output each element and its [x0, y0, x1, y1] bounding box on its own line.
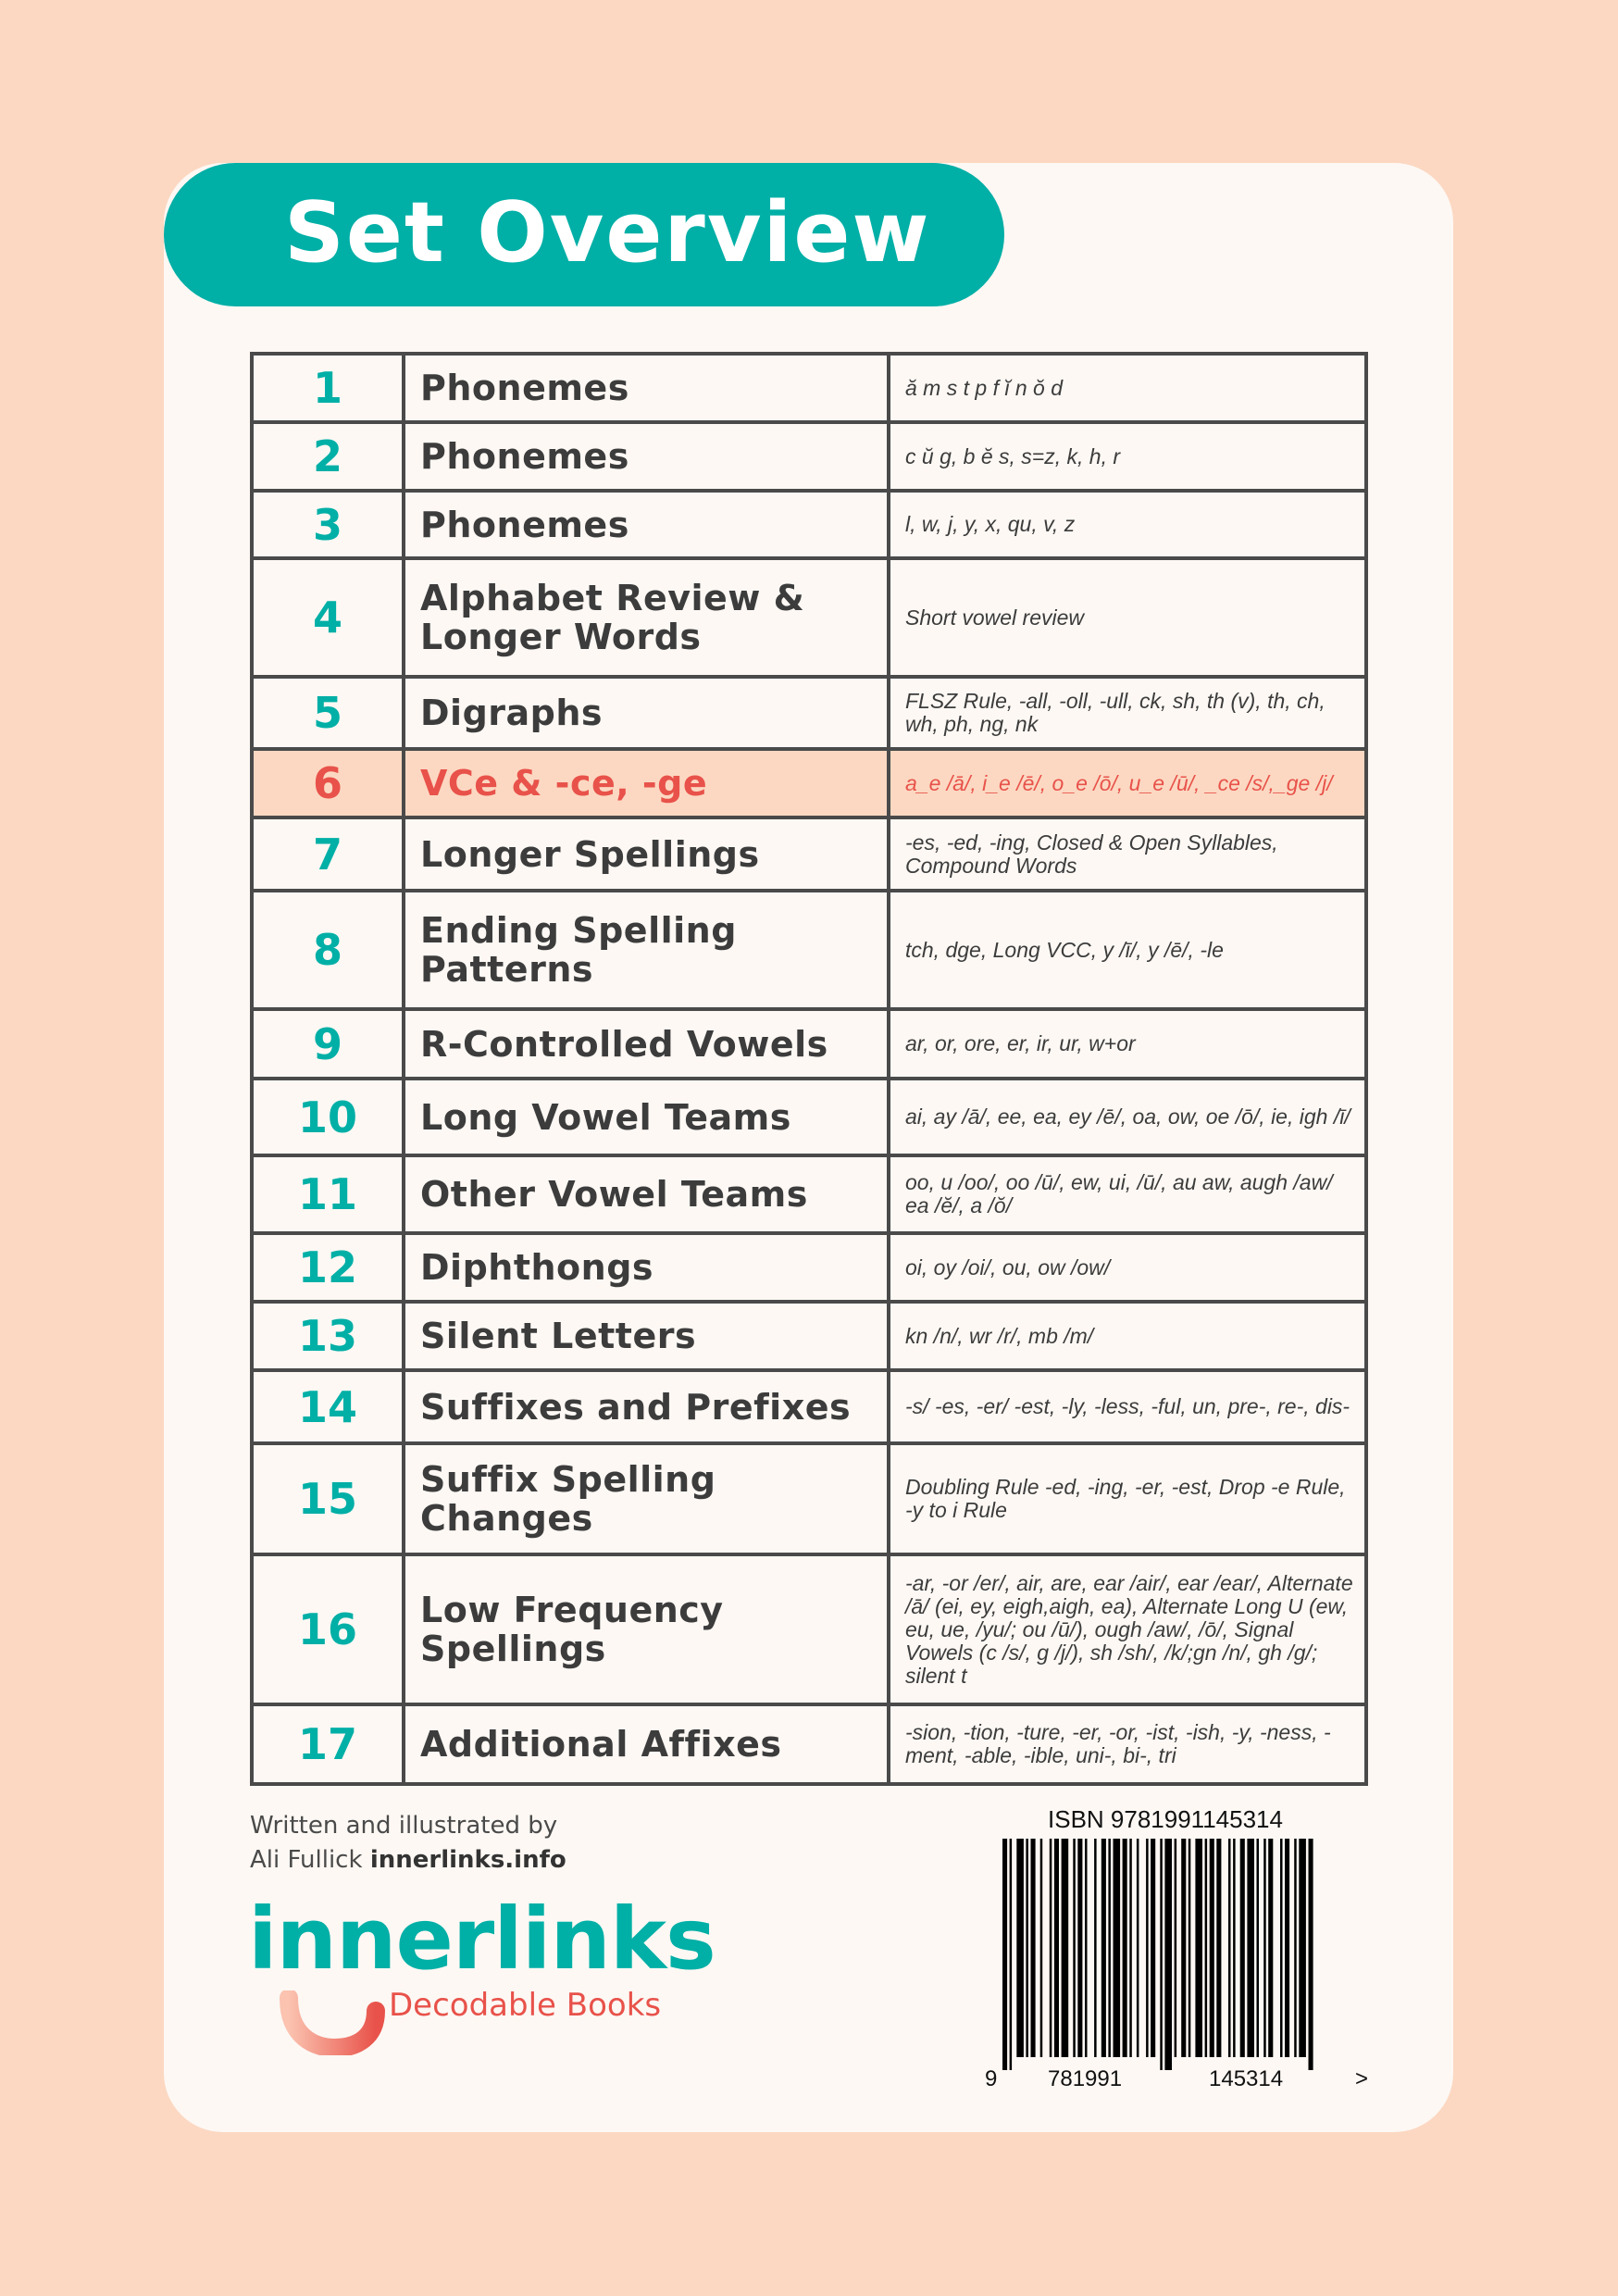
- barcode-quiet-mark: >: [1355, 2066, 1369, 2091]
- row-topic: R-Controlled Vowels: [404, 1009, 889, 1079]
- row-number: 11: [252, 1155, 404, 1233]
- row-topic: VCe & -ce, -ge: [404, 749, 889, 817]
- barcode-lead-digit: 9: [985, 2066, 998, 2091]
- row-topic: Suffix Spelling Changes: [404, 1443, 889, 1554]
- row-topic: Phonemes: [404, 491, 889, 558]
- table-row: [252, 677, 1366, 749]
- row-number: 10: [252, 1079, 404, 1155]
- barcode-right-digits: 145314: [1209, 2066, 1284, 2091]
- overview-table: [250, 352, 1368, 1786]
- row-number: 8: [252, 891, 404, 1009]
- row-detail: Short vowel review: [889, 558, 1366, 677]
- row-topic: Suffixes and Prefixes: [404, 1370, 889, 1443]
- author-name: Ali Fullick: [250, 1846, 363, 1874]
- row-detail: oi, oy /oi/, ou, ow /ow/: [889, 1233, 1366, 1302]
- row-topic: Phonemes: [404, 354, 889, 422]
- table-row: [252, 1704, 1366, 1784]
- credit-author-line: [250, 1843, 566, 1878]
- row-number: 1: [252, 354, 404, 422]
- row-number: 9: [252, 1009, 404, 1079]
- page-title: Set Overview: [284, 184, 931, 281]
- row-topic: Diphthongs: [404, 1233, 889, 1302]
- website-link[interactable]: innerlinks.info: [369, 1846, 566, 1874]
- row-number: 5: [252, 677, 404, 749]
- row-number: 12: [252, 1233, 404, 1302]
- author-credit: [250, 1809, 566, 1878]
- table-row: [252, 491, 1366, 558]
- isbn-barcode: [981, 1805, 1379, 2111]
- row-topic: Other Vowel Teams: [404, 1155, 889, 1233]
- row-topic: Additional Affixes: [404, 1704, 889, 1784]
- logo-subtitle: Decodable Books: [389, 1987, 662, 2024]
- row-detail: l, w, j, y, x, qu, v, z: [889, 491, 1366, 558]
- row-detail: a_e /ā/, i_e /ē/, o_e /ō/, u_e /ū/, _ce /s/,_ge /j/: [889, 749, 1366, 817]
- row-topic: Phonemes: [404, 422, 889, 491]
- table-row: [252, 1079, 1366, 1155]
- row-number: 17: [252, 1704, 404, 1784]
- row-topic: Ending Spelling Patterns: [404, 891, 889, 1009]
- row-detail: -s/ -es, -er/ -est, -ly, -less, -ful, un, pre-, re-, dis-: [889, 1370, 1366, 1443]
- title-banner: [164, 163, 1004, 306]
- table-row: [252, 1370, 1366, 1443]
- barcode-icon: [1002, 1839, 1354, 2070]
- table-row: [252, 1554, 1366, 1704]
- row-detail: FLSZ Rule, -all, -oll, -ull, ck, sh, th (v), th, ch, wh, ph, ng, nk: [889, 677, 1366, 749]
- row-number: 2: [252, 422, 404, 491]
- row-number: 16: [252, 1554, 404, 1704]
- table-row: [252, 1155, 1366, 1233]
- row-detail: Doubling Rule -ed, -ing, -er, -est, Drop -e Rule, -y to i Rule: [889, 1443, 1366, 1554]
- row-topic: Low Frequency Spellings: [404, 1554, 889, 1704]
- row-detail: c ŭ g, b ĕ s, s=z, k, h, r: [889, 422, 1366, 491]
- table-row: [252, 1443, 1366, 1554]
- row-detail: kn /n/, wr /r/, mb /m/: [889, 1302, 1366, 1370]
- row-number: 4: [252, 558, 404, 677]
- row-number: 15: [252, 1443, 404, 1554]
- table-row: [252, 1233, 1366, 1302]
- row-detail: oo, u /oo/, oo /ū/, ew, ui, /ū/, au aw, augh /aw/ ea /ĕ/, a /ŏ/: [889, 1155, 1366, 1233]
- row-detail: ă m s t p f ĭ n ŏ d: [889, 354, 1366, 422]
- table-row: [252, 817, 1366, 891]
- table-row: [252, 1009, 1366, 1079]
- table-row: [252, 422, 1366, 491]
- row-detail: -ar, -or /er/, air, are, ear /air/, ear /ear/, Alternate /ā/ (ei, ey, eigh,aigh, ea), Alternate Long U (ew, eu, ue, /yu/; ou /ū/), ough /aw/, /ō/, Signal Vowels (c /s/, g /j/), sh /sh/, /k/;gn /n/, gh /g/; silent t: [889, 1554, 1366, 1704]
- table-row: [252, 1302, 1366, 1370]
- row-number: 14: [252, 1370, 404, 1443]
- row-number: 3: [252, 491, 404, 558]
- row-number: 7: [252, 817, 404, 891]
- row-topic: Alphabet Review & Longer Words: [404, 558, 889, 677]
- row-topic: Long Vowel Teams: [404, 1079, 889, 1155]
- smile-logo-icon: [278, 1990, 389, 2055]
- row-topic: Silent Letters: [404, 1302, 889, 1370]
- table-row: [252, 354, 1366, 422]
- table-row-highlighted: [252, 749, 1366, 817]
- row-number: 6: [252, 749, 404, 817]
- row-detail: -es, -ed, -ing, Closed & Open Syllables, Compound Words: [889, 817, 1366, 891]
- table-row: [252, 891, 1366, 1009]
- row-detail: ar, or, ore, er, ir, ur, w+or: [889, 1009, 1366, 1079]
- innerlinks-logo: innerlinks: [248, 1890, 716, 1989]
- row-detail: -sion, -tion, -ture, -er, -or, -ist, -ish, -y, -ness, -ment, -able, -ible, uni-, bi-, tri: [889, 1704, 1366, 1784]
- credit-line: Written and illustrated by: [250, 1812, 558, 1840]
- row-number: 13: [252, 1302, 404, 1370]
- row-detail: tch, dge, Long VCC, y /ī/, y /ē/, -le: [889, 891, 1366, 1009]
- table-row: [252, 558, 1366, 677]
- isbn-label: ISBN 9781991145314: [1048, 1805, 1283, 1833]
- row-topic: Longer Spellings: [404, 817, 889, 891]
- barcode-left-digits: 781991: [1048, 2066, 1123, 2091]
- row-topic: Digraphs: [404, 677, 889, 749]
- row-detail: ai, ay /ā/, ee, ea, ey /ē/, oa, ow, oe /ō/, ie, igh /ī/: [889, 1079, 1366, 1155]
